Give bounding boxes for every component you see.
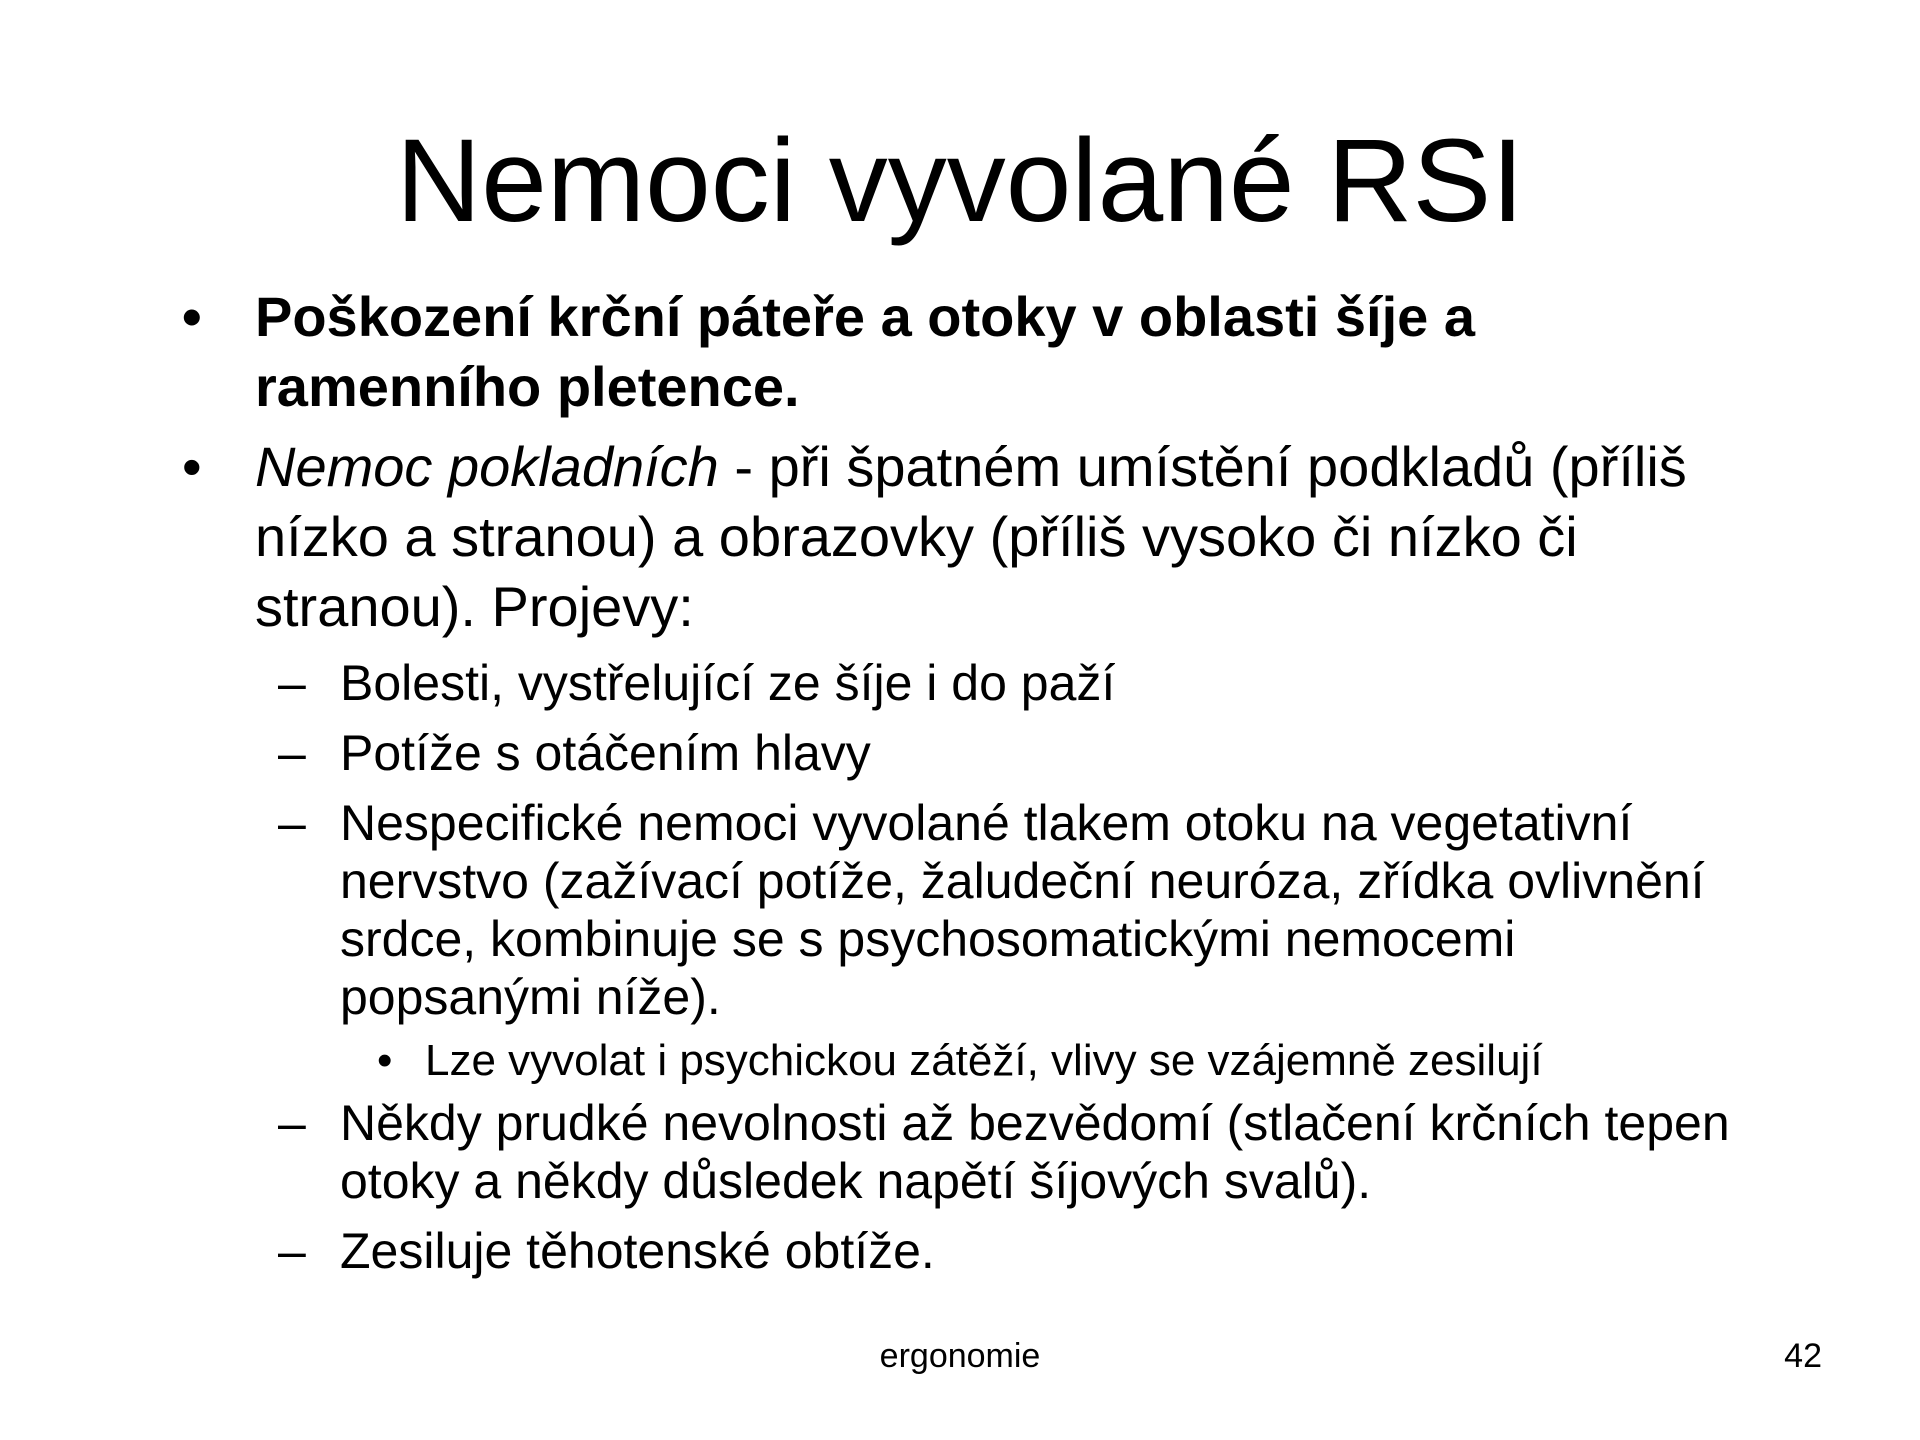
sub-bullet-text: Zesiluje těhotenské obtíže. <box>340 1223 935 1279</box>
bullet-text: - při špatném umístění podkladů (příliš nízko a stranou) a obrazovky (příliš vysoko či nízko či stranou). Projevy: <box>255 435 1687 638</box>
sub-sub-bullet-text: Lze vyvolat i psychickou zátěží, vlivy se vzájemně zesilují <box>425 1036 1543 1085</box>
bullet-item <box>170 432 1770 642</box>
dash-marker: – <box>278 725 306 781</box>
bullet-marker: • <box>377 1036 393 1085</box>
sub-bullet-item <box>170 654 1770 712</box>
dash-marker: – <box>278 655 306 711</box>
sub-sub-bullet-item <box>170 1034 1770 1088</box>
bullet-text: Poškození krční páteře a otoky v oblasti šíje a ramenního pletence. <box>255 285 1476 418</box>
sub-bullet-text: Potíže s otáčením hlavy <box>340 725 871 781</box>
dash-marker: – <box>278 795 306 851</box>
page-number: 42 <box>1784 1337 1822 1375</box>
footer-label: ergonomie <box>879 1337 1041 1375</box>
bullet-marker: • <box>182 285 202 348</box>
slide-title: Nemoci vyvolané RSI <box>396 115 1524 248</box>
dash-marker: – <box>278 1095 306 1151</box>
bullet-item <box>170 282 1770 422</box>
sub-bullet-item <box>170 724 1770 782</box>
bullet-italic-term: Nemoc pokladních <box>255 435 719 498</box>
dash-marker: – <box>278 1223 306 1279</box>
sub-bullet-text: Někdy prudké nevolnosti až bezvědomí (stlačení krčních tepen otoky a někdy důsledek napětí šíjových svalů). <box>340 1095 1730 1209</box>
bullet-marker: • <box>182 435 202 498</box>
slide-content <box>170 282 1770 1280</box>
sub-bullet-text: Nespecifické nemoci vyvolané tlakem otoku na vegetativní nervstvo (zažívací potíže, žaludeční neuróza, zřídka ovlivnění srdce, kombinuje se s psychosomatickými nemocemi popsanými níže). <box>340 795 1705 1025</box>
sub-bullet-text: Bolesti, vystřelující ze šíje i do paží <box>340 655 1116 711</box>
sub-bullet-item <box>170 1094 1770 1210</box>
sub-bullet-item <box>170 1222 1770 1280</box>
sub-bullet-item <box>170 794 1770 1026</box>
